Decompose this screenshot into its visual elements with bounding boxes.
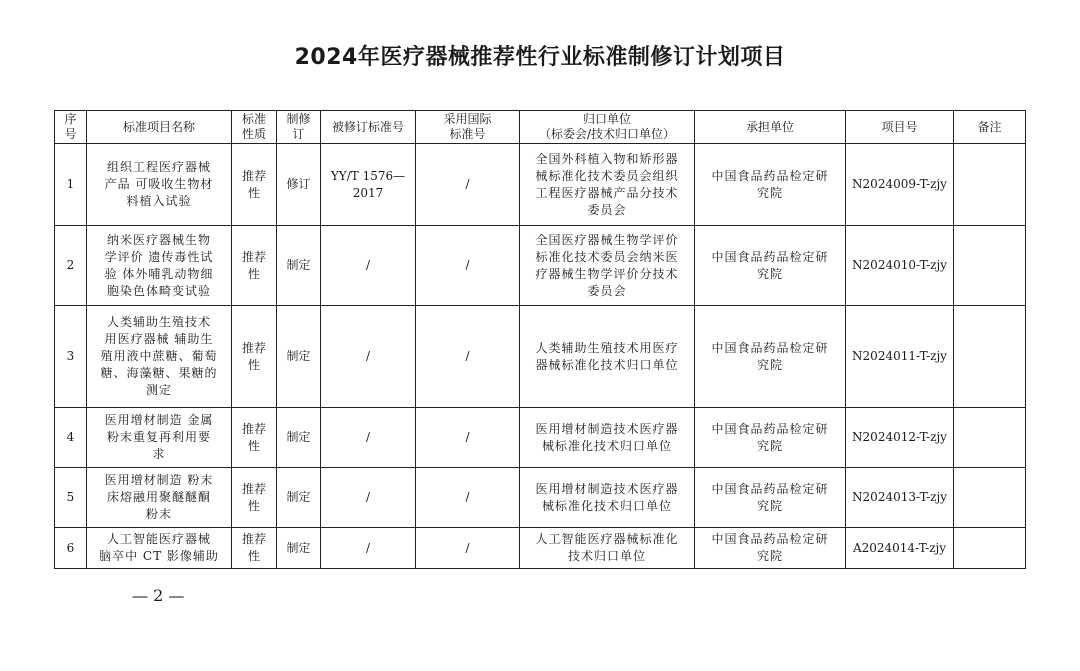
cell-nature: 推荐 性 (232, 226, 277, 306)
col-header-revise: 制修 订 (277, 111, 321, 144)
cell-tc: 全国医疗器械生物学评价 标准化技术委员会纳米医 疗器械生物学评价分技术 委员会 (520, 226, 695, 306)
cell-proj: N2024011-T-zjy (846, 306, 954, 408)
col-header-proj: 项目号 (846, 111, 954, 144)
col-header-note: 备注 (954, 111, 1026, 144)
cell-revised-std: / (321, 408, 416, 468)
cell-tc: 医用增材制造技术医疗器 械标准化技术归口单位 (520, 408, 695, 468)
cell-intl: / (416, 528, 520, 569)
cell-revise: 制定 (277, 468, 321, 528)
col-header-nature: 标准 性质 (232, 111, 277, 144)
cell-revised-std: / (321, 528, 416, 569)
cell-name: 人类辅助生殖技术 用医疗器械 辅助生 殖用液中蔗糖、葡萄 糖、海藻糖、果糖的 测定 (87, 306, 232, 408)
cell-intl: / (416, 306, 520, 408)
cell-revised-std: / (321, 468, 416, 528)
col-header-name: 标准项目名称 (87, 111, 232, 144)
cell-tc: 人类辅助生殖技术用医疗 器械标准化技术归口单位 (520, 306, 695, 408)
table-row (55, 226, 1026, 306)
cell-name: 组织工程医疗器械 产品 可吸收生物材 料植入试验 (87, 144, 232, 226)
cell-tc: 全国外科植入物和矫形器 械标准化技术委员会组织 工程医疗器械产品分技术 委员会 (520, 144, 695, 226)
table-row (55, 408, 1026, 468)
cell-org: 中国食品药品检定研 究院 (695, 468, 846, 528)
cell-name: 人工智能医疗器械 脑卒中 CT 影像辅助 (87, 528, 232, 569)
col-header-seq: 序 号 (55, 111, 87, 144)
cell-proj: A2024014-T-zjy (846, 528, 954, 569)
table-header-row (55, 111, 1026, 144)
standards-table (54, 110, 1026, 569)
cell-intl: / (416, 226, 520, 306)
cell-intl: / (416, 144, 520, 226)
cell-intl: / (416, 468, 520, 528)
cell-nature: 推荐 性 (232, 408, 277, 468)
cell-proj: N2024013-T-zjy (846, 468, 954, 528)
cell-revise: 制定 (277, 306, 321, 408)
col-header-revised-std: 被修订标准号 (321, 111, 416, 144)
cell-name: 医用增材制造 金属 粉末重复再利用要 求 (87, 408, 232, 468)
cell-seq: 2 (55, 226, 87, 306)
col-header-intl: 采用国际 标准号 (416, 111, 520, 144)
cell-note (954, 528, 1026, 569)
table-row (55, 468, 1026, 528)
cell-note (954, 144, 1026, 226)
cell-org: 中国食品药品检定研 究院 (695, 408, 846, 468)
cell-proj: N2024012-T-zjy (846, 408, 954, 468)
cell-revise: 制定 (277, 226, 321, 306)
cell-proj: N2024010-T-zjy (846, 226, 954, 306)
page-number: — 2 — (132, 586, 185, 605)
cell-name: 医用增材制造 粉末 床熔融用聚醚醚酮 粉末 (87, 468, 232, 528)
table-row (55, 528, 1026, 569)
table-row (55, 306, 1026, 408)
cell-tc: 人工智能医疗器械标准化 技术归口单位 (520, 528, 695, 569)
cell-seq: 5 (55, 468, 87, 528)
cell-tc: 医用增材制造技术医疗器 械标准化技术归口单位 (520, 468, 695, 528)
cell-name: 纳米医疗器械生物 学评价 遗传毒性试 验 体外哺乳动物细 胞染色体畸变试验 (87, 226, 232, 306)
cell-org: 中国食品药品检定研 究院 (695, 528, 846, 569)
cell-revise: 制定 (277, 528, 321, 569)
cell-nature: 推荐 性 (232, 468, 277, 528)
cell-nature: 推荐 性 (232, 144, 277, 226)
cell-seq: 6 (55, 528, 87, 569)
cell-seq: 3 (55, 306, 87, 408)
cell-nature: 推荐 性 (232, 306, 277, 408)
document-title: 2024年医疗器械推荐性行业标准制修订计划项目 (294, 45, 786, 70)
col-header-org: 承担单位 (695, 111, 846, 144)
cell-note (954, 306, 1026, 408)
cell-org: 中国食品药品检定研 究院 (695, 306, 846, 408)
cell-revise: 制定 (277, 408, 321, 468)
cell-proj: N2024009-T-zjy (846, 144, 954, 226)
cell-org: 中国食品药品检定研 究院 (695, 144, 846, 226)
cell-seq: 1 (55, 144, 87, 226)
cell-revised-std: YY/T 1576— 2017 (321, 144, 416, 226)
cell-note (954, 226, 1026, 306)
col-header-tc: 归口单位 （标委会/技术归口单位） (520, 111, 695, 144)
table-row (55, 144, 1026, 226)
cell-revised-std: / (321, 226, 416, 306)
cell-intl: / (416, 408, 520, 468)
cell-note (954, 408, 1026, 468)
cell-org: 中国食品药品检定研 究院 (695, 226, 846, 306)
cell-seq: 4 (55, 408, 87, 468)
cell-note (954, 468, 1026, 528)
table-body (55, 144, 1026, 569)
cell-nature: 推荐 性 (232, 528, 277, 569)
cell-revised-std: / (321, 306, 416, 408)
cell-revise: 修订 (277, 144, 321, 226)
